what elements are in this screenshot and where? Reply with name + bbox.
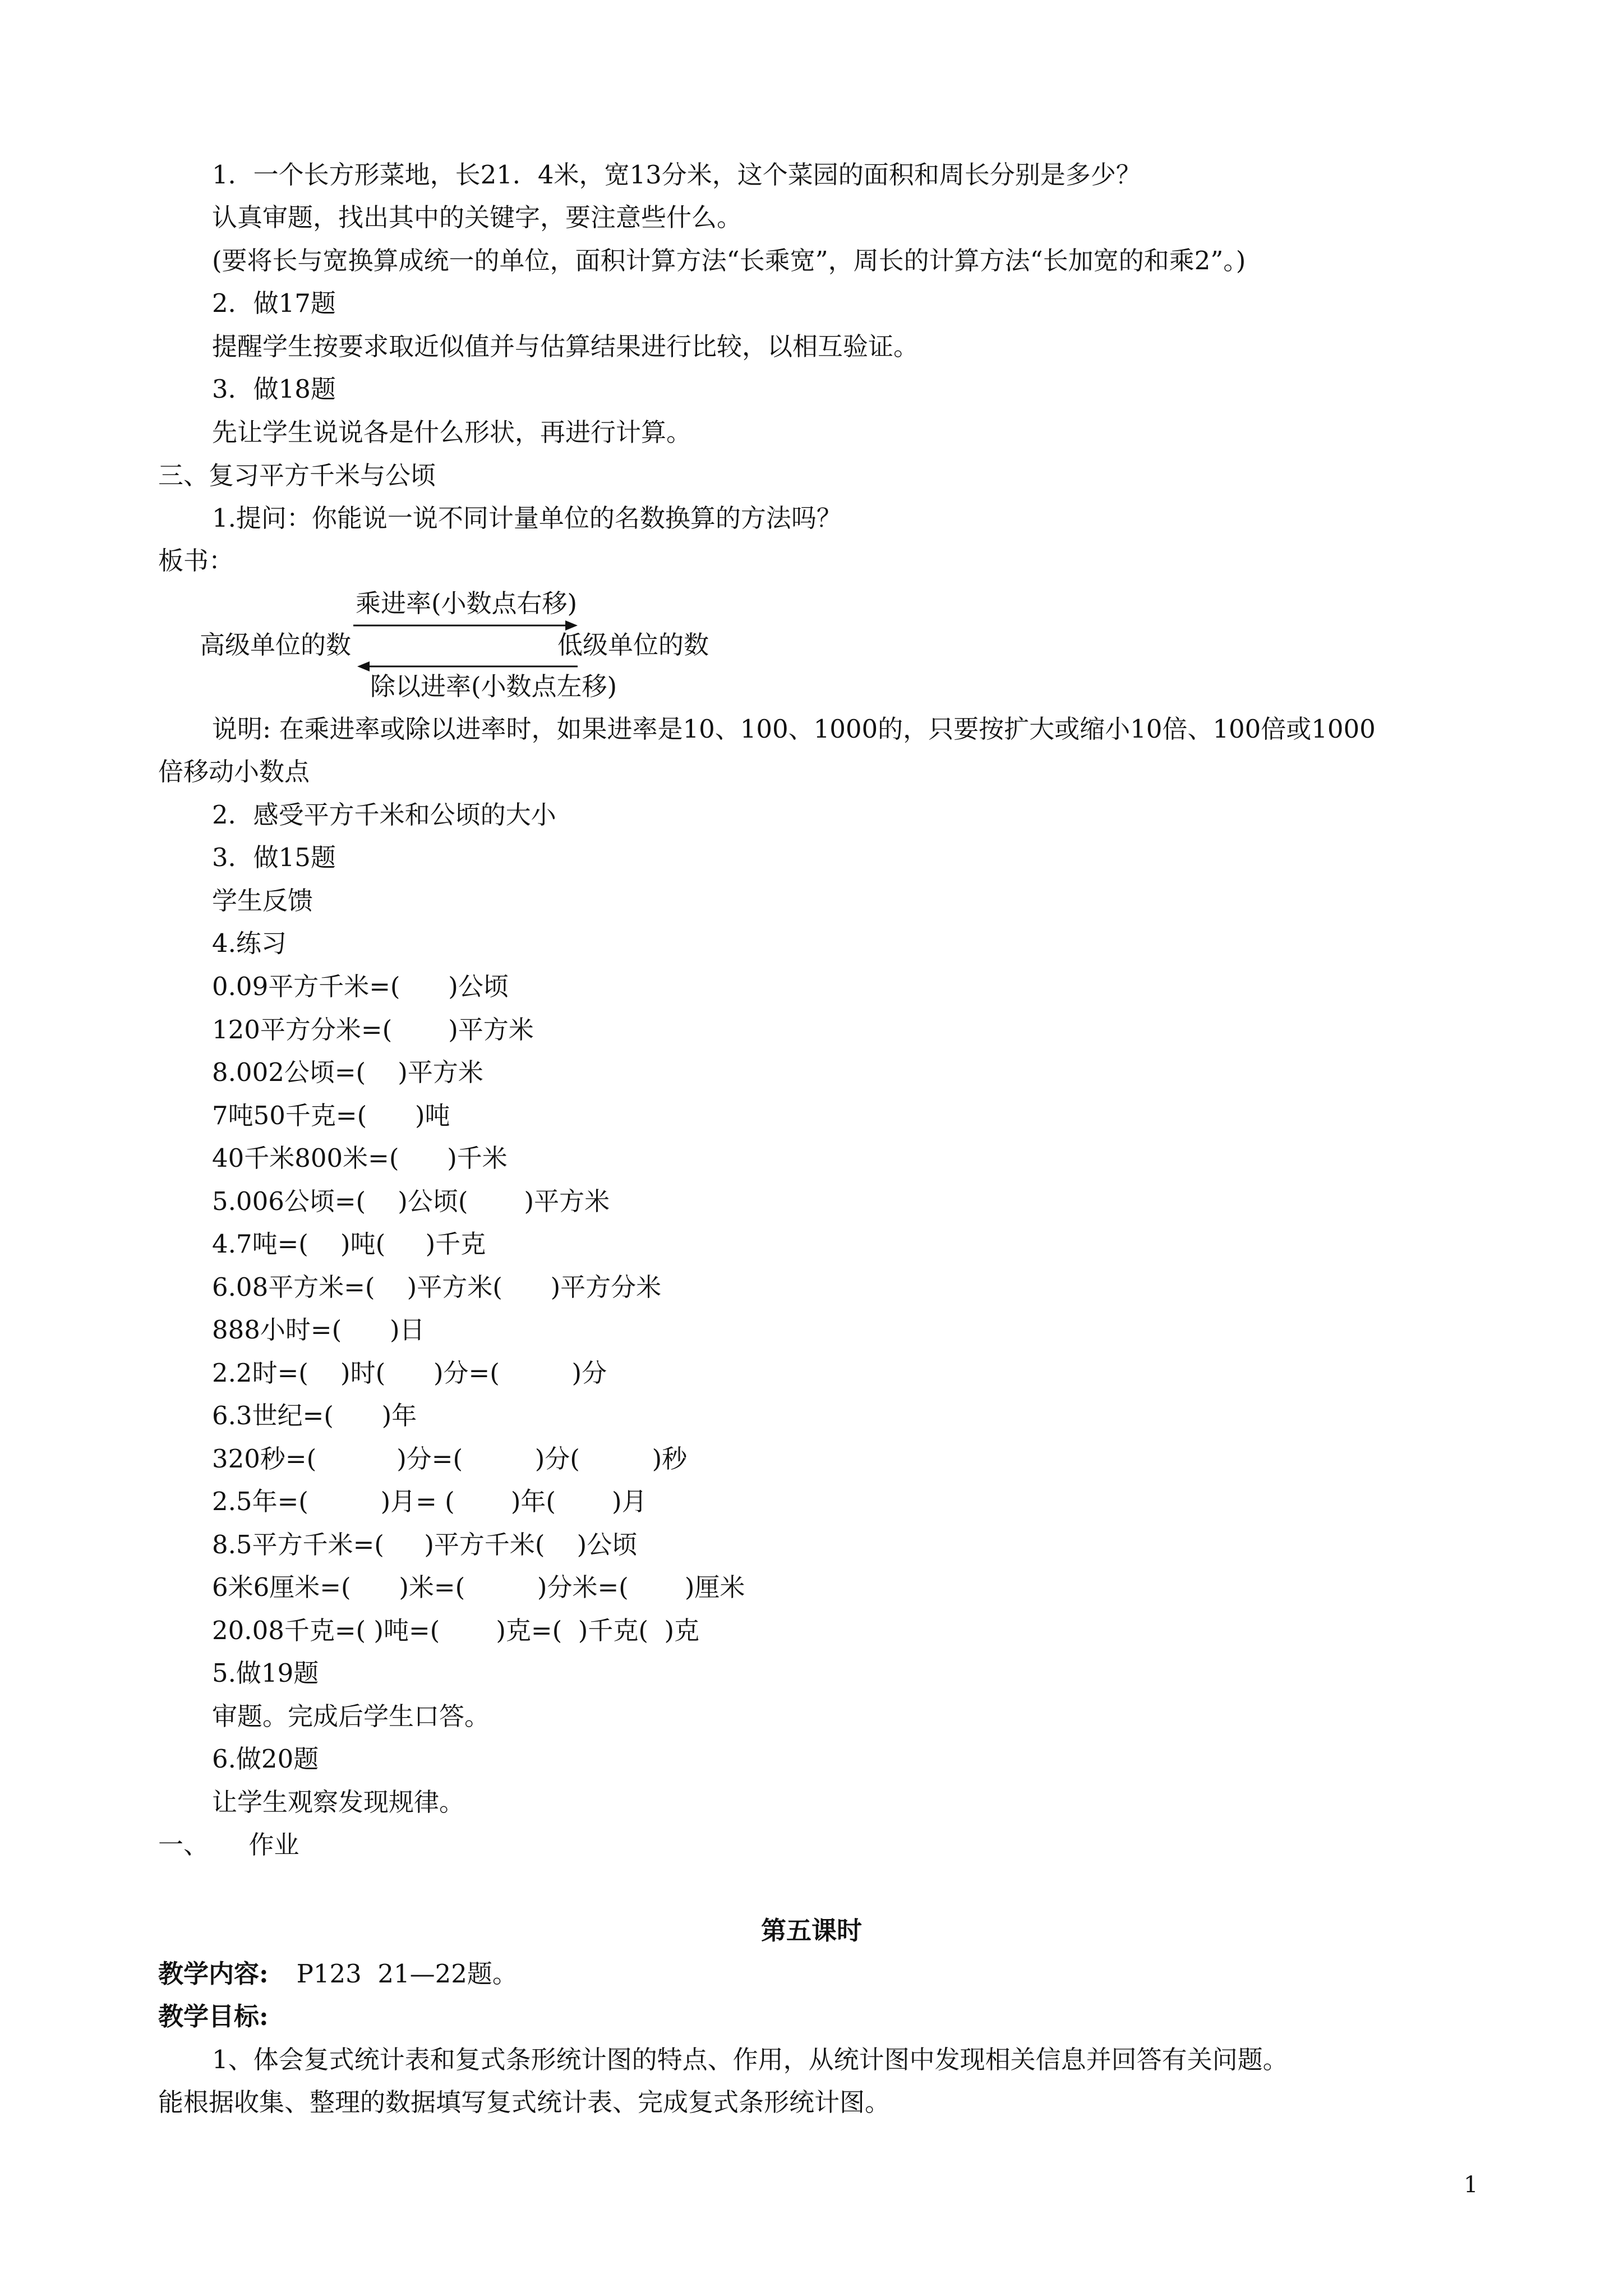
section-title: 第五课时 [760,1916,862,1945]
unit-conversion-diagram [191,578,751,712]
problem-1-line: 1．一个长方形菜地，长21．4米，宽13分米，这个菜园的面积和周长分别是多少？ [212,160,1141,190]
text-line: 提醒学生按要求取近似值并与估算结果进行比较，以相互验证。 [212,332,919,361]
left-label: 高级单位的数 [200,630,352,660]
exercise-line: 4.7吨=( )吨( )千克 [212,1229,486,1259]
text-line: 板书： [158,546,234,576]
bottom-arrow-label: 除以进率(小数点左移) [370,671,617,701]
left-arrow-head [357,661,370,671]
exercise-line: 0.09平方千米=( )公顷 [212,972,509,1001]
goal-line-2: 能根据收集、整理的数据填写复式统计表、完成复式条形统计图。 [158,2087,891,2117]
exercise-line: 5.006公顷=( )公顷( )平方米 [212,1186,610,1216]
exercise-line: 7吨50千克=( )吨 [212,1101,450,1130]
exercise-line: 6.3世纪=( )年 [212,1401,417,1430]
teaching-content-label: 教学内容: [158,1959,269,1989]
text-line: 审题。完成后学生口答。 [212,1701,490,1731]
text-line: 3．做15题 [212,843,336,872]
text-line: 2．做17题 [212,288,336,318]
text-line: 4.练习 [212,928,287,958]
exercise-line: 8.5平方千米=( )平方千米( )公顷 [212,1530,638,1559]
teaching-goals-label: 教学目标: [158,2001,269,2031]
explanation-line-2: 倍移动小数点 [158,757,310,786]
page-number: 1 [1464,2172,1478,2198]
text-line: 6.做20题 [212,1744,319,1774]
text-line: (要将长与宽换算成统一的单位，面积计算方法“长乘宽”，周长的计算方法“长加宽的和乘2”。) [212,246,1246,275]
exercise-line: 888小时=( )日 [212,1315,425,1345]
text-line: 3．做18题 [212,374,336,404]
text-line: 让学生观察发现规律。 [212,1787,465,1817]
text-line: 5.做19题 [212,1658,319,1688]
right-label: 低级单位的数 [557,630,709,660]
section-heading: 三、复习平方千米与公顷 [158,461,436,490]
exercise-line: 6米6厘米=( )米=( )分米=( )厘米 [212,1572,745,1602]
exercise-line: 2.2时=( )时( )分=( )分 [212,1358,607,1388]
exercise-line: 6.08平方米=( )平方米( )平方分米 [212,1272,662,1302]
top-arrow-label: 乘进率(小数点右移) [356,588,578,618]
explanation-line-1: 说明: 在乘进率或除以进率时，如果进率是10、100、1000的，只要按扩大或缩小10倍、100倍或1000 [212,714,1376,744]
exercise-line: 20.08千克=( )吨=( )克=( )千克( )克 [212,1616,700,1645]
exercise-line: 120平方分米=( )平方米 [212,1015,534,1045]
text-line: 2．感受平方千米和公顷的大小 [212,800,556,830]
exercise-line: 40千米800米=( )千米 [212,1143,508,1173]
homework-heading: 一、 作业 [158,1830,299,1860]
teaching-content-line [158,1957,518,1991]
text-line: 先让学生说说各是什么形状，再进行计算。 [212,417,692,447]
text-line: 1.提问：你能说一说不同计量单位的名数换算的方法吗？ [212,503,842,533]
text-line: 认真审题，找出其中的关键字，要注意些什么。 [212,203,743,232]
exercise-line: 2.5年=( )月= ( )年( )月 [212,1487,647,1516]
exercise-line: 8.002公顷=( )平方米 [212,1057,483,1087]
goal-line-1: 1、体会复式统计表和复式条形统计图的特点、作用，从统计图中发现相关信息并回答有关问题。 [212,2045,1288,2074]
teaching-content-value: P123 21—22题。 [296,1959,518,1989]
text-line: 学生反馈 [212,886,313,915]
exercise-line: 320秒=( )分=( )分( )秒 [212,1444,688,1474]
